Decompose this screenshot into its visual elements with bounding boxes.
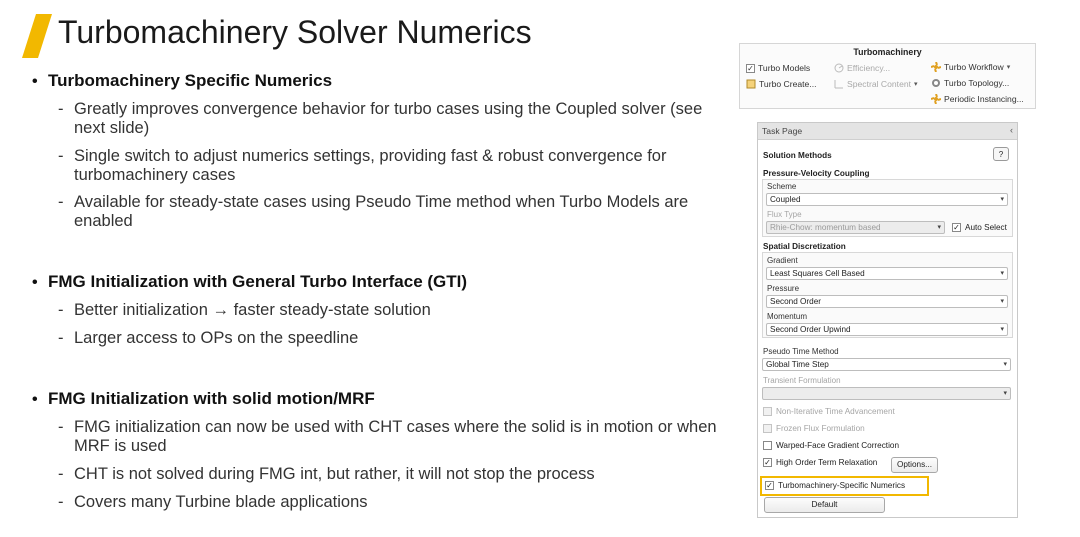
check-icon: ✓	[766, 481, 773, 490]
momentum-select[interactable]: Second Order Upwind ▾	[766, 323, 1008, 336]
transient-formulation-label: Transient Formulation	[763, 376, 841, 385]
list-item: - Greatly improves convergence behavior for turbo cases using the Coupled solver (see next slide)	[58, 100, 703, 137]
ribbon-title: Turbomachinery	[853, 47, 922, 57]
auto-select-checkbox[interactable]: ✓ Auto Select	[953, 223, 1007, 232]
periodic-instancing-icon	[931, 94, 941, 104]
list-item: - Covers many Turbine blade applications	[58, 493, 368, 511]
pseudo-time-label: Pseudo Time Method	[763, 347, 839, 356]
chevron-down-icon: ▾	[1000, 270, 1004, 277]
collapse-chevron-icon[interactable]: ‹	[1010, 125, 1013, 135]
pv-coupling-group	[762, 179, 1013, 237]
high-order-relaxation-checkbox[interactable]: ✓ High Order Term Relaxation	[764, 458, 878, 467]
chevron-down-icon: ▾	[1000, 326, 1004, 333]
pseudo-time-select[interactable]: Global Time Step ▾	[762, 358, 1011, 371]
pressure-label: Pressure	[767, 284, 800, 293]
periodic-instancing-button[interactable]: Periodic Instancing...	[931, 94, 1024, 104]
list-item: - CHT is not solved during FMG int, but rather, it will not stop the process	[58, 465, 595, 483]
turbo-create-button[interactable]: Turbo Create...	[746, 79, 816, 89]
task-page-header: Task Page ‹	[758, 123, 1017, 140]
gradient-label: Gradient	[767, 256, 798, 265]
spectral-content-icon	[834, 79, 844, 89]
turbo-models-checkbox[interactable]: ✓ Turbo Models	[747, 63, 811, 73]
list-item: - Available for steady-state cases using Pseudo Time method when Turbo Models are enabled	[58, 193, 689, 230]
section-heading-fmg-gti: • FMG Initialization with General Turbo Interface (GTI)	[32, 272, 468, 291]
transient-formulation-select[interactable]	[762, 387, 1011, 400]
chevron-down-icon: ▾	[1003, 390, 1007, 397]
frozen-flux-checkbox[interactable]: Frozen Flux Formulation	[763, 424, 865, 433]
options-button[interactable]: Options...	[891, 457, 938, 473]
spatial-disc-group	[762, 252, 1013, 338]
solution-methods-title: Solution Methods	[763, 151, 832, 160]
list-item: - Better initialization → faster steady-state solution	[58, 301, 431, 319]
spectral-content-button[interactable]: Spectral Content ▾	[834, 79, 918, 89]
turbo-topology-icon	[931, 78, 941, 88]
list-item: - FMG initialization can now be used with CHT cases where the solid is in motion or when MRF is used	[58, 418, 717, 455]
turbo-create-icon	[746, 79, 756, 89]
pv-coupling-heading: Pressure-Velocity Coupling	[763, 169, 870, 178]
efficiency-icon	[834, 63, 844, 73]
turbo-workflow-icon	[931, 62, 941, 72]
check-icon: ✓	[747, 63, 754, 73]
default-button[interactable]: Default	[764, 497, 885, 513]
section-heading-turbo-numerics: • Turbomachinery Specific Numerics	[32, 71, 333, 90]
section-heading-fmg-mrf: • FMG Initialization with solid motion/MRF	[32, 389, 375, 408]
check-icon: ✓	[953, 223, 960, 232]
turbo-workflow-button[interactable]: Turbo Workflow ▾	[931, 62, 1010, 72]
non-iterative-checkbox[interactable]: Non-Iterative Time Advancement	[763, 407, 895, 416]
slide-title: Turbomachinery Solver Numerics	[58, 14, 532, 50]
turbo-specific-numerics-checkbox[interactable]: ✓ Turbomachinery-Specific Numerics	[766, 481, 906, 490]
list-item: - Single switch to adjust numerics settings, providing fast & robust convergence for turbomachinery cases	[58, 147, 667, 184]
chevron-down-icon: ▾	[1003, 361, 1007, 368]
flux-type-select[interactable]: Rhie-Chow: momentum based ▾	[766, 221, 945, 234]
warped-face-checkbox[interactable]: Warped-Face Gradient Correction	[763, 441, 899, 450]
flux-type-label: Flux Type	[767, 210, 802, 219]
spatial-disc-heading: Spatial Discretization	[763, 242, 846, 251]
momentum-label: Momentum	[767, 312, 808, 321]
scheme-label: Scheme	[767, 182, 797, 191]
dropdown-arrow-icon: ▾	[1006, 64, 1011, 71]
chevron-down-icon: ▾	[1000, 298, 1004, 305]
scheme-select[interactable]: Coupled ▾	[766, 193, 1008, 206]
turbomachinery-ribbon	[739, 43, 1036, 109]
check-icon: ✓	[764, 458, 771, 467]
chevron-down-icon: ▾	[1000, 196, 1004, 203]
task-page-panel	[757, 122, 1018, 518]
help-icon[interactable]: ?	[993, 147, 1009, 161]
chevron-down-icon: ▾	[937, 224, 941, 231]
title-accent-bar	[22, 14, 52, 58]
gradient-select[interactable]: Least Squares Cell Based ▾	[766, 267, 1008, 280]
dropdown-arrow-icon: ▾	[914, 81, 918, 88]
list-item: - Larger access to OPs on the speedline	[58, 329, 359, 347]
efficiency-button[interactable]: Efficiency...	[834, 63, 890, 73]
pressure-select[interactable]: Second Order ▾	[766, 295, 1008, 308]
turbo-topology-button[interactable]: Turbo Topology...	[931, 78, 1009, 88]
